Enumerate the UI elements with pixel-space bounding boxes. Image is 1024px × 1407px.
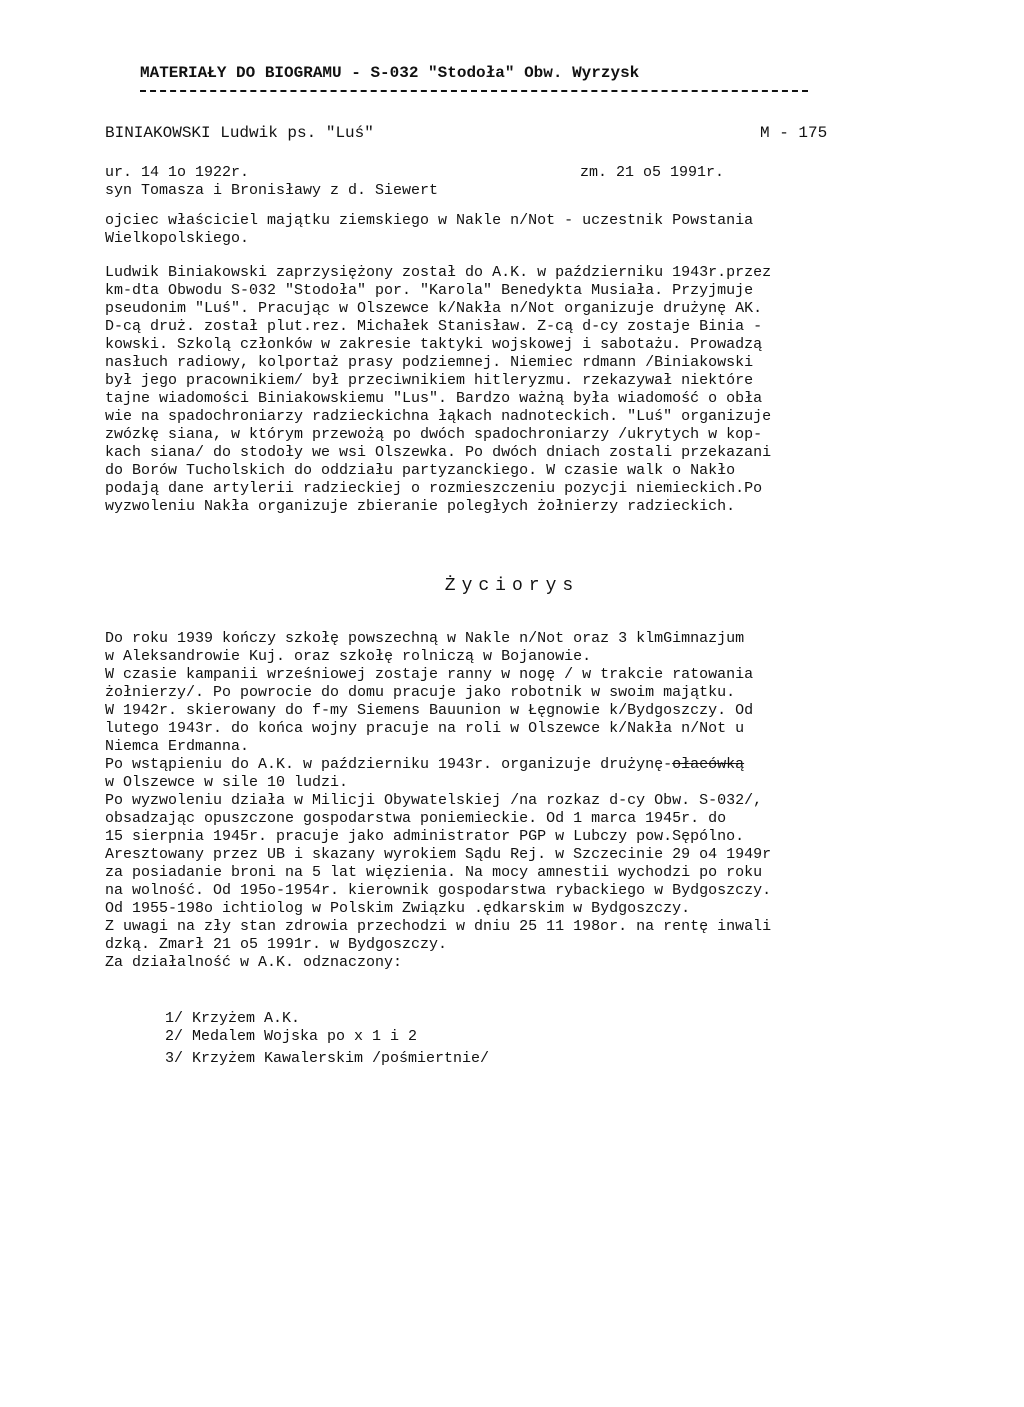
zyciorys-line: Z uwagi na zły stan zdrowia przechodzi w dniu 25 11 198or. na rentę inwali [105, 918, 772, 935]
birth-line: ur. 14 1o 1922r. [105, 164, 250, 181]
zyciorys-line [105, 756, 744, 774]
zyciorys-line: Po wyzwoleniu działa w Milicji Obywatelskiej /na rozkaz d-cy Obw. S-032/, [105, 792, 763, 809]
zyciorys-line: lutego 1943r. do końca wojny pracuje na roli w Olszewce k/Nakła n/Not u [105, 720, 745, 737]
award-item: 2/ Medalem Wojska po x 1 i 2 [165, 1028, 418, 1045]
zyciorys-line: W czasie kampanii wrześniowej zostaje ranny w nogę / w trakcie ratowania [105, 666, 754, 683]
header-dashed-rule [140, 90, 808, 92]
biogram-line: do Borów Tucholskich do oddziału partyzanckiego. W czasie walk o Nakło [105, 462, 736, 479]
death-line: zm. 21 o5 1991r. [580, 164, 725, 181]
biogram-line: Ludwik Biniakowski zaprzysiężony został do A.K. w październiku 1943r.przez [105, 264, 772, 281]
biogram-line: nasłuch radiowy, kolportaż prasy podziemnej. Niemiec rdmann /Biniakowski [105, 354, 754, 371]
zyciorys-line: Od 1955-198o ichtiolog w Polskim Związku .ędkarskim w Bydgoszczy. [105, 900, 691, 917]
zyciorys-line: w Aleksandrowie Kuj. oraz szkołę rolniczą w Bojanowie. [105, 648, 592, 665]
award-item: 1/ Krzyżem A.K. [165, 1010, 301, 1027]
father-line-2: Wielkopolskiego. [105, 230, 250, 247]
biogram-line: był jego pracownikiem/ był przeciwnikiem hitleryzmu. rzekazywał niektóre [105, 372, 754, 389]
biogram-line: kach siana/ do stodoły we wsi Olszewka. Po dwóch dniach zostali przekazani [105, 444, 772, 461]
parents-line: syn Tomasza i Bronisławy z d. Siewert [105, 182, 439, 199]
zyciorys-line: Do roku 1939 kończy szkołę powszechną w Nakle n/Not oraz 3 klmGimnazjum [105, 630, 745, 647]
zyciorys-heading: Życiorys [444, 576, 580, 596]
biogram-line: pseudonim "Luś". Pracując w Olszewce k/Nakła n/Not organizuje drużynę AK. [105, 300, 763, 317]
zyciorys-line: na wolność. Od 195o-1954r. kierownik gospodarstwa rybackiego w Bydgoszczy. [105, 882, 772, 899]
person-name-line: BINIAKOWSKI Ludwik ps. "Luś" [105, 124, 374, 142]
zyciorys-line: Niemca Erdmanna. [105, 738, 250, 755]
biogram-line: km-dta Obwodu S-032 "Stodoła" por. "Karola" Benedykta Musiała. Przyjmuje [105, 282, 754, 299]
biogram-line: wyzwoleniu Nakła organizuje zbieranie poległych żołnierzy radzieckich. [105, 498, 736, 515]
zyciorys-line: dzką. Zmarł 21 o5 1991r. w Bydgoszczy. [105, 936, 448, 953]
father-line-1: ojciec właściciel majątku ziemskiego w Nakle n/Not - uczestnik Powstania [105, 212, 754, 229]
biogram-line: zwózkę siana, w którym przewożą po dwóch spadochroniarzy /ukrytych w kop- [105, 426, 763, 443]
zyciorys-line: w Olszewce w sile 10 ludzi. [105, 774, 349, 791]
biogram-line: kowski. Szkolą członków w zakresie taktyki wojskowej i sabotażu. Prowadzą [105, 336, 763, 353]
biogram-line: wie na spadochroniarzy radzieckichna łąkach nadnoteckich. "Luś" organizuje [105, 408, 772, 425]
zyciorys-line: Za działalność w A.K. odznaczony: [105, 954, 403, 971]
person-code: M - 175 [760, 124, 828, 142]
document-header-title: MATERIAŁY DO BIOGRAMU - S-032 "Stodoła" Obw. Wyrzysk [140, 64, 640, 82]
zyciorys-line: obsadzając opuszczone gospodarstwa poniemieckie. Od 1 marca 1945r. do [105, 810, 727, 827]
zyciorys-line-text: Po wstąpieniu do A.K. w październiku 1943r. organizuje drużynę- [105, 756, 673, 773]
struck-word: ołaeówką [672, 756, 745, 773]
zyciorys-line: Aresztowany przez UB i skazany wyrokiem Sądu Rej. w Szczecinie 29 o4 1949r [105, 846, 772, 863]
award-item: 3/ Krzyżem Kawalerskim /pośmiertnie/ [165, 1050, 490, 1067]
biogram-line: D-cą druż. został plut.rez. Michałek Stanisław. Z-cą d-cy zostaje Binia - [105, 318, 763, 335]
zyciorys-line: żołnierzy/. Po powrocie do domu pracuje jako robotnik w swoim majątku. [105, 684, 736, 701]
zyciorys-line: 15 sierpnia 1945r. pracuje jako administrator PGP w Lubczy pow.Sępólno. [105, 828, 745, 845]
biogram-line: podają dane artylerii radzieckiej o rozmieszczeniu pozycji niemieckich.Po [105, 480, 763, 497]
zyciorys-line: W 1942r. skierowany do f-my Siemens Bauunion w Łęgnowie k/Bydgoszczy. Od [105, 702, 754, 719]
biogram-line: tajne wiadomości Biniakowskiemu "Lus". Bardzo ważną była wiadomość o obła [105, 390, 763, 407]
zyciorys-line: za posiadanie broni na 5 lat więzienia. Na mocy amnestii wychodzi po roku [105, 864, 763, 881]
